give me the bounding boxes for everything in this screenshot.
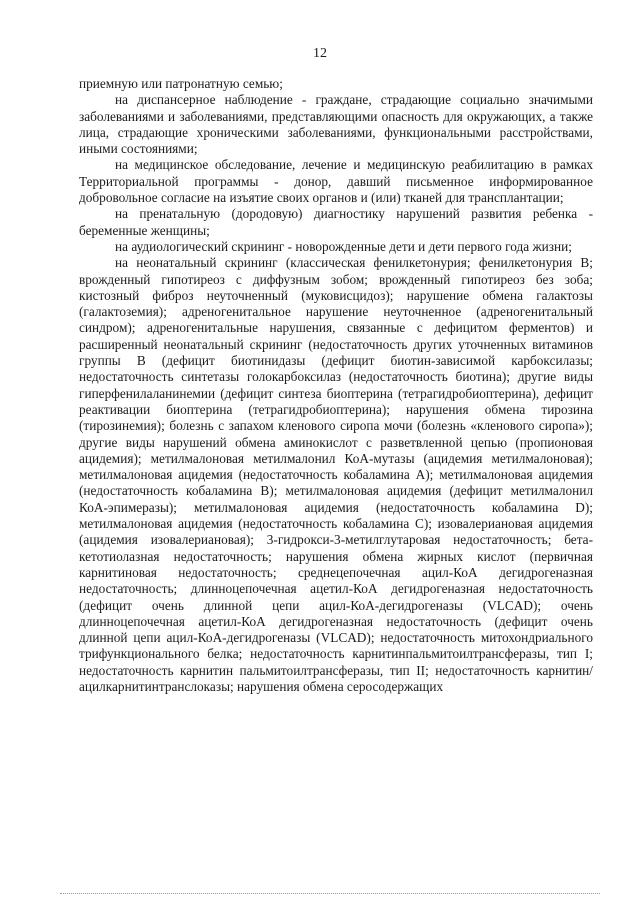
paragraph-donor-rehabilitation: на медицинское обследование, лечение и медицинскую реабилитацию в рамках Территориальной программы - донор, давший письменное информированное добровольное согласие на изъятие своих органов и (или) тканей для трансплантации;: [79, 157, 593, 206]
page-number: 12: [313, 46, 327, 61]
paragraph-neonatal-screening: на неонатальный скрининг (классическая фенилкетонурия; фенилкетонурия B; врожденный гипотиреоз с диффузным зобом; врожденный гипотиреоз без зоба; кистозный фиброз неуточненный (муковисцидоз); нарушение обмена галактозы (галактоземия); адреногенитальное нарушение неуточненное (адреногенитальный синдром); адреногенитальные нарушения, связанные с дефицитом ферментов) и расширенный неонатальный скрининг (недостаточность других уточненных витаминов группы B (дефицит биотинидазы (дефицит биотин-зависимой карбоксилазы; недостаточность синтетазы голокарбоксилаз (недостаточность биотина); другие виды гиперфенилаланинемии (дефицит синтеза биоптерина (тетрагидробиоптерина), дефицит реактивации биоптерина (тетрагидробиоптерина); нарушения обмена тирозина (тирозинемия); болезнь с запахом кленового сиропа мочи (болезнь «кленового сиропа»); другие виды нарушений обмена аминокислот с разветвленной цепью (пропионовая ацидемия); метилмалоновая метилмалонил КоА-мутазы (ацидемия метилмалоновая); метилмалоновая ацидемия (недостаточность кобаламина A); метилмалоновая ацидемия (недостаточность кобаламина B); метилмалоновая ацидемия (дефицит метилмалонил КоА-эпимеразы); метилмалоновая ацидемия (недостаточность кобаламина D); метилмалоновая ацидемия (недостаточность кобаламина C); изовалериановая ацидемия (ацидемия изовалериановая); 3-гидрокси-3-метилглутаровая недостаточность; бета-кетотиолазная недостаточность; нарушения обмена жирных кислот (первичная карнитиновая недостаточность; среднецепочечная ацил-КоА дегидрогеназная недостаточность; длинноцепочечная ацетил-КоА дегидрогеназная недостаточность (дефицит очень длинной цепи ацил-КоА-дегидрогеназы (VLCAD); очень длинноцепочечная ацетил-КоА дегидрогеназная недостаточность (дефицит очень длинной цепи ацил-КоА-дегидрогеназы (VLCAD); недостаточность митохондриального трифункционального белка; недостаточность карнитинпальмитоилтрансферазы, тип I; недостаточность карнитин пальмитоилтрансферазы, тип II; недостаточность карнитин/ацилкарнитинтранслоказы; нарушения обмена серосодержащих: [79, 255, 593, 694]
paragraph-continuation: приемную или патронатную семью;: [79, 76, 283, 91]
paragraph-prenatal-diagnostics: на пренатальную (дородовую) диагностику нарушений развития ребенка - беременные женщины;: [79, 206, 593, 238]
paragraph-dispensary-observation: на диспансерное наблюдение - граждане, страдающие социально значимыми заболеваниями и заболеваниями, представляющими опасность для окружающих, а также лица, страдающие хроническими заболеваниями, функциональными расстройствами, иными состояниями;: [79, 92, 593, 157]
paragraph-audiological-screening: на аудиологический скрининг - новорожденные дети и дети первого года жизни;: [115, 238, 572, 254]
body-text: [79, 76, 593, 695]
page-bottom-divider: [60, 893, 600, 894]
